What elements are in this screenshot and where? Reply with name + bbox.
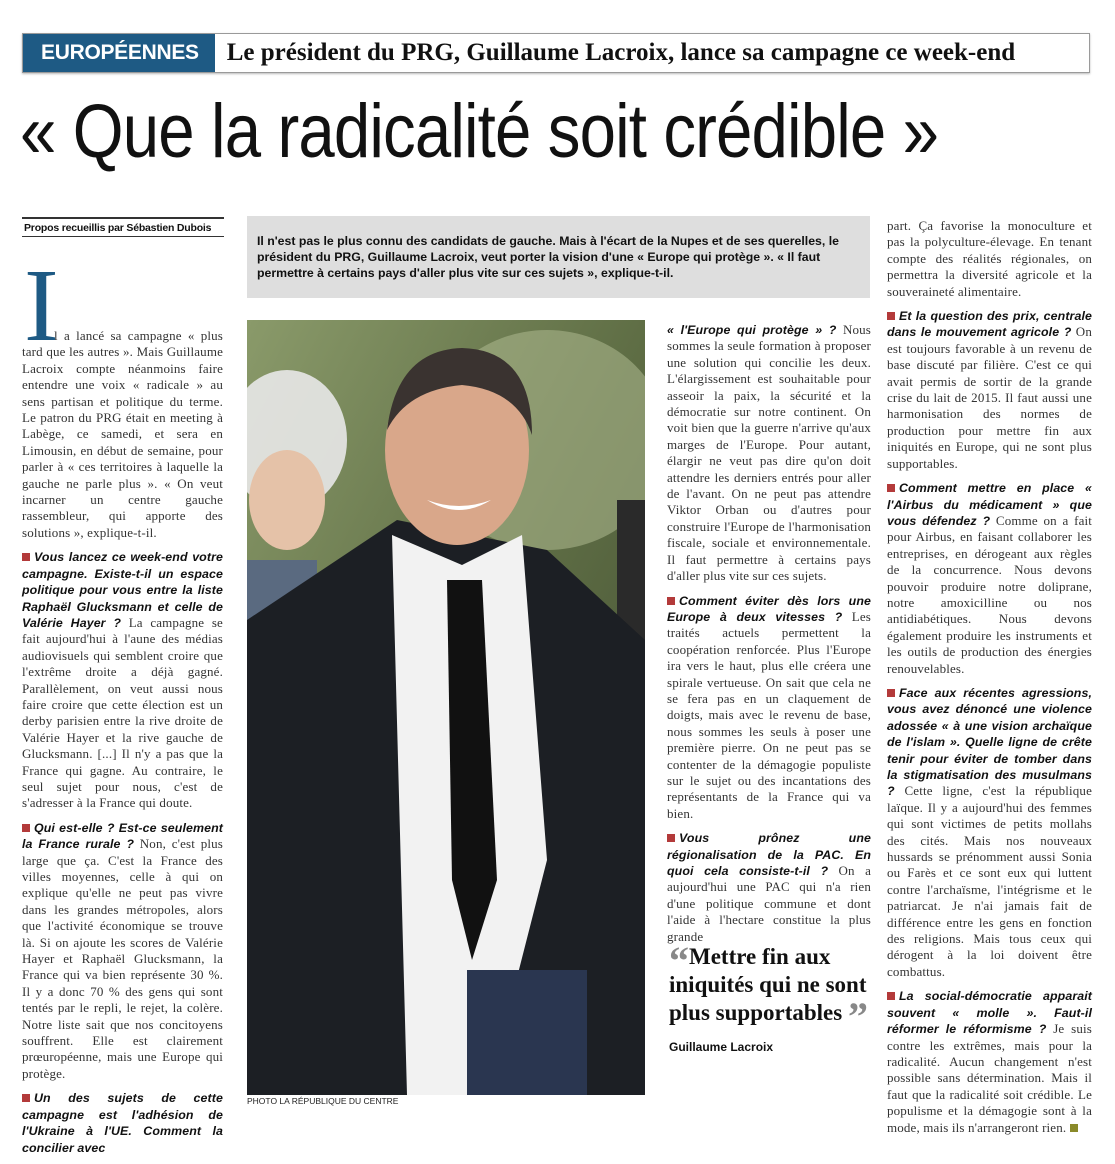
article-column-1 (22, 248, 223, 1164)
question: Comment mettre en place « l'Airbus du médicament » que vous défendez ? (887, 481, 1092, 528)
qa-paragraph (667, 593, 871, 823)
continued-paragraph: part. Ça favorise la monoculture et pas la polyculture-élevage. En tenant compte des réalités régionales, on permettra la diversité agricole et la souveraineté alimentaire. (887, 218, 1092, 299)
qa-paragraph (887, 308, 1092, 472)
question: Comment éviter dès lors une Europe à deux vitesses ? (667, 593, 871, 624)
question: Un des sujets de cette campagne est l'adhésion de l'Ukraine à l'UE. Comment la concilier avec (22, 1091, 223, 1155)
byline: Propos recueillis par Sébastien Dubois (22, 217, 224, 237)
answer: Cette ligne, c'est la république laïque. Il y a aujourd'hui des femmes qui sont victimes de petits mollahs des cités. Mais nos nouveaux hussards se prénomment aussi Sonia ou Farès et ce sont eux qui luttent contre l'archaïsme, l'intégrisme et le patriarcat. Je n'ai jamais fait de différence entre les gens en fonction des religions. Mais tous ceux qui dérogent à la loi doivent être combattus. (887, 783, 1092, 979)
bullet-square-icon (22, 824, 30, 832)
kicker-title: Le président du PRG, Guillaume Lacroix, lance sa campagne ce week-end (226, 39, 1016, 66)
qa-paragraph (887, 480, 1092, 677)
headline: « Que la radicalité soit crédible » (20, 89, 939, 174)
qa-paragraph (887, 988, 1092, 1136)
bullet-square-icon (667, 834, 675, 842)
pull-quote-text: Mettre fin aux iniquités qui ne sont plus supportables (669, 944, 867, 1025)
question: La social-démocratie apparait souvent « molle ». Faut-il réformer le réformisme ? (887, 989, 1092, 1037)
answer: Je suis contre les extrêmes, mais pour la radicalité. Aucun changement n'est possible sans détermination. Mais il faut que la radicalité soit crédible. Le populisme et la démagogie sont à la mode, mais ils n'arrangeront rien. (887, 1021, 1092, 1135)
article-column-2 (667, 322, 871, 953)
photo-image (247, 320, 645, 1095)
close-quote-icon: ” (847, 994, 868, 1039)
question: Vous lancez ce week-end votre campagne. Existe-t-il un espace politique pour vous entre la liste Raphaël Glucksmann et celle de Valérie Hayer ? (22, 550, 223, 630)
bullet-square-icon (887, 992, 895, 1000)
qa-paragraph (667, 322, 871, 585)
open-quote-icon: “ (669, 938, 689, 983)
question: Vous prônez une régionalisation de la PAC. En quoi cela consiste-t-il ? (667, 831, 871, 878)
qa-paragraph (22, 549, 223, 812)
article-column-3 (887, 218, 1092, 1144)
lead-paragraph (22, 248, 223, 541)
bullet-square-icon (887, 484, 895, 492)
question: Qui est-elle ? Est-ce seulement la France rurale ? (22, 820, 223, 852)
answer: Nous sommes la seule formation à proposer une solution qui concilie les deux. L'élargissement est souhaitable pour asseoir la paix, la sécurité et la démocratie sur notre continent. On voit bien que la guerre n'arrive qu'aux marges de l'Europe. Pour autant, élargir ne veut pas dire qu'on doit attendre les derniers entrés pour aller de l'avant. On ne peut pas attendre Viktor Orban ou d'autres pour construire l'Europe de l'harmonisation fiscale, sociale et environnementale. Il faut permettre à certains pays d'aller plus vite sur ces sujets. (667, 322, 871, 584)
portrait-photo (247, 320, 645, 1095)
lead-text: l a lancé sa campagne « plus tard que les autres ». Mais Guillaume Lacroix compte néanmoins faire entendre une voix « radicale » au sens partisan et politique du terme. Le patron du PRG était en meeting à Labège, ce samedi, et sera en Limousin, en début de semaine, pour parler à « ces territoires à laquelle la gauche ne parle plus ». « On veut incarner un centre gauche rassembleur, qui apporte des solutions », explique-t-il. (22, 328, 223, 540)
bullet-square-icon (887, 689, 895, 697)
qa-paragraph (22, 1090, 223, 1156)
bullet-square-icon (22, 553, 30, 561)
qa-paragraph (22, 820, 223, 1083)
pull-quote (669, 938, 879, 1061)
section-kicker (22, 33, 1090, 73)
bullet-square-icon (887, 312, 895, 320)
photo-credit: PHOTO LA RÉPUBLIQUE DU CENTRE (247, 1096, 399, 1106)
answer: On a aujourd'hui une PAC qui n'a rien d'une politique commune et dont l'aide à l'hectare constitue la plus grande (667, 863, 871, 944)
qa-paragraph (887, 685, 1092, 980)
question: « l'Europe qui protège » ? (667, 323, 837, 337)
question: Et la question des prix, centrale dans le mouvement agricole ? (887, 309, 1092, 340)
question: Face aux récentes agressions, vous avez dénoncé une violence adossée « à une vision archaïque de l'islam ». Quelle ligne de crête tenir pour éviter de tomber dans la stigmatisation des musulmans ? (887, 685, 1092, 799)
answer: La campagne se fait aujourd'hui à l'aune des médias audiovisuels qui semblent croire que l'extrême droite a déjà gagné. Parallèlement, on veut aussi nous faire croire que cette élection est un derby parisien entre la rive droite de Valérie Hayer et la rive gauche de Glucksmann. [...] Il n'y a pas que la France qui gagne. Au contraire, le seul sujet pour nous, c'est de s'adresser à la France qui doute. (22, 614, 223, 811)
answer: On est toujours favorable à un revenu de base discuté par filière. C'est ce qui avait permis de sortir de la grande crise du lait de 2015. Il faut aussi une harmonisation des normes de production pour mettre fin aux iniquités en Europe, qui ne sont plus supportables. (887, 324, 1092, 471)
drop-cap: I (24, 248, 59, 363)
bullet-square-icon (667, 597, 675, 605)
answer: Comme on a fait pour Airbus, en faisant collaborer les entreprises, en dérogeant aux règles de la concurrence. Nous devons pouvoir produire notre doliprane, notre amoxicilline ou nos antidiabétiques. Nous devons également produire les instruments et les outils de production des énergies renouvelables. (887, 512, 1093, 676)
bullet-square-icon (22, 1094, 30, 1102)
pull-quote-author: Guillaume Lacroix (669, 1040, 774, 1054)
article-standfirst: Il n'est pas le plus connu des candidats de gauche. Mais à l'écart de la Nupes et de ses querelles, le président du PRG, Guillaume Lacroix, veut porter la vision d'une « Europe qui protège ». « Il faut permettre à certains pays d'aller plus vite sur ces sujets », explique-t-il. (247, 216, 870, 298)
qa-paragraph (667, 830, 871, 945)
answer: Non, c'est plus large que ça. C'est la France des villes moyennes, celle à qui on explique qu'elle ne peut pas vivre dans les grandes métropoles, alors que l'activité économique se trouve là. Si on ajoute les scores de Valérie Hayer et Raphaël Glucksmann, la France qui va bien représente 30 %. Il y a donc 70 % des gens qui sont tentés par le repli, le rejet, la colère. Notre liste sait que nos concitoyens souffrent. Elle est clairement prœuropéenne, mais une Europe qui protège. (22, 836, 223, 1081)
end-of-article-icon (1070, 1124, 1078, 1132)
answer: Les traités actuels permettent la coopération renforcée. Plus l'Europe ira vers le haut, plus elle créera une spirale vertueuse. On sait que cela ne se fera pas en un claquement de doigts, mais avec le revenu de base, nous sommes les seuls à poser une première pierre. On ne peut pas se contenter de la démagogie populiste sur le sujet ou des incantations des représentants de la France qui va bien. (667, 608, 871, 821)
section-label: EUROPÉENNES (23, 34, 215, 72)
